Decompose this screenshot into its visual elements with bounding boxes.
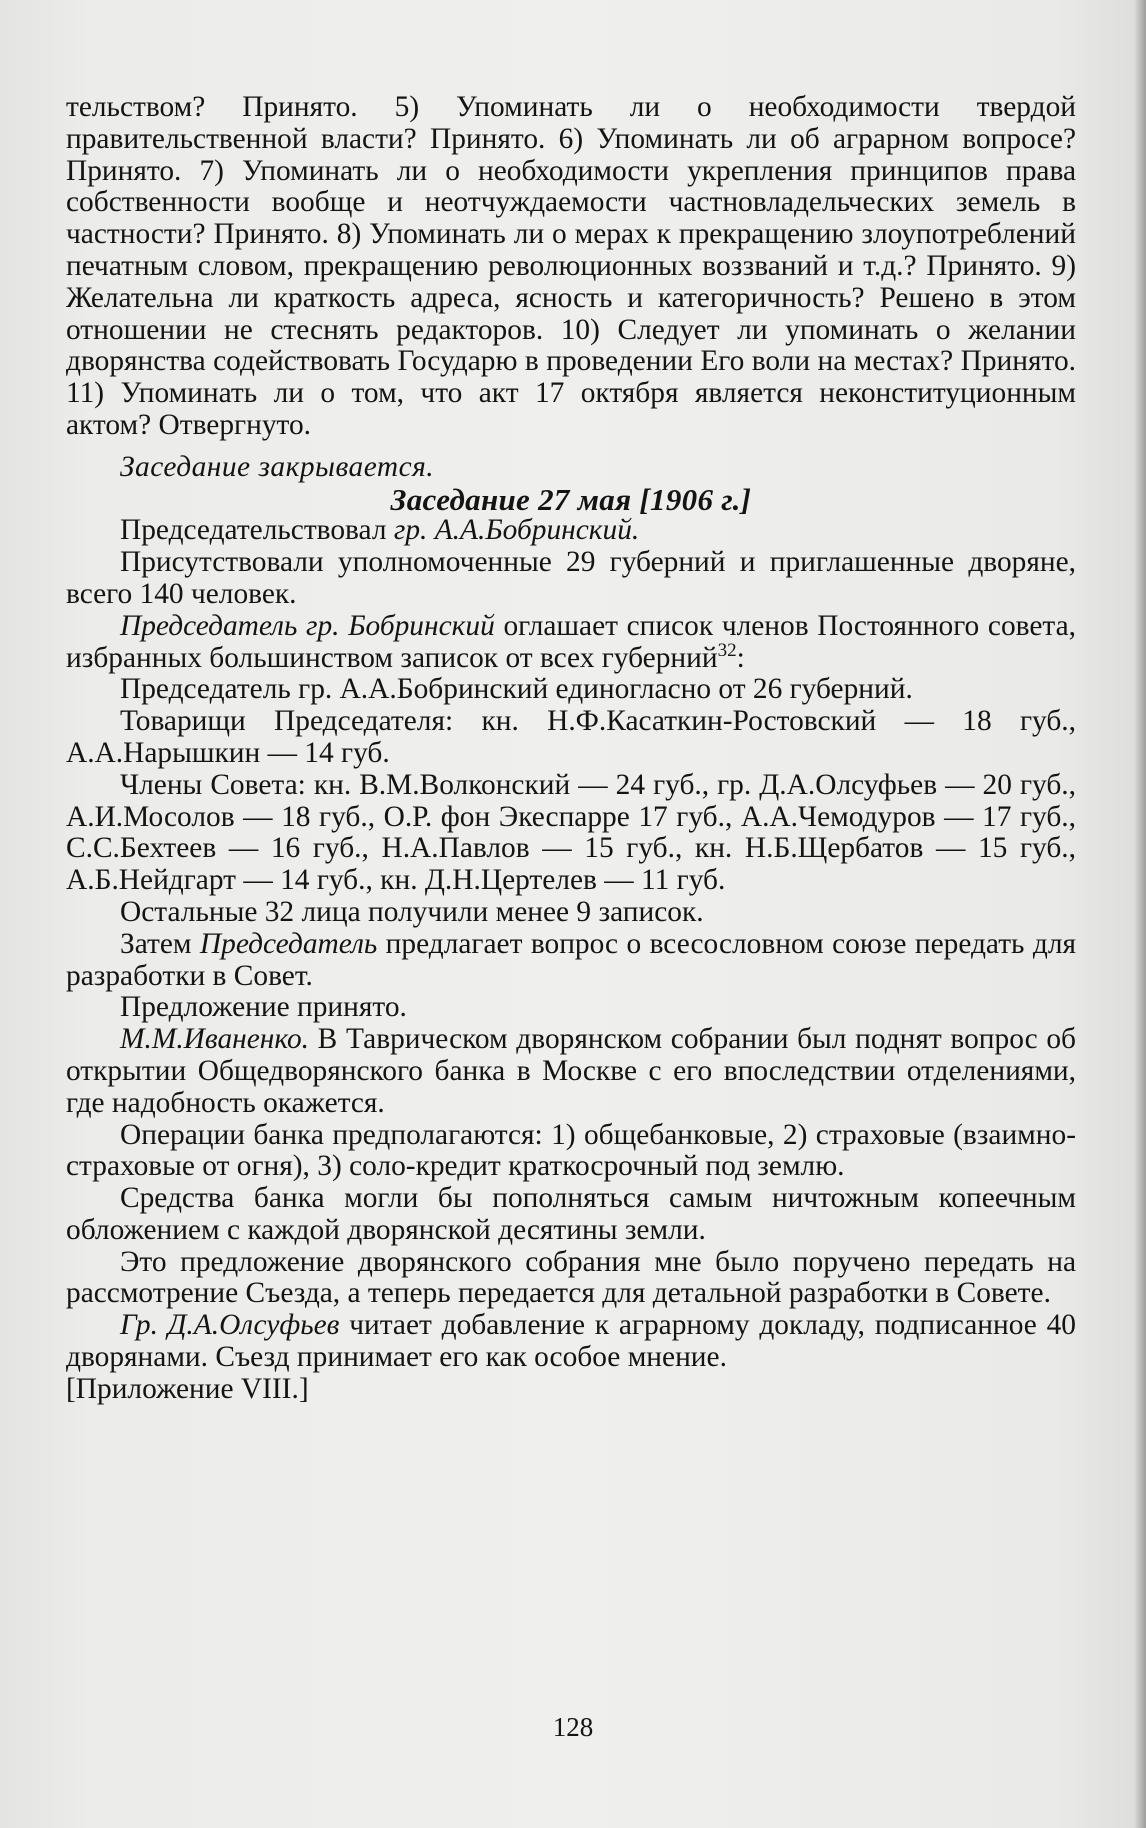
union-paragraph [66, 929, 1076, 993]
accepted-paragraph: Предложение принято. [120, 991, 407, 1024]
continuation-paragraph: тельством? Принято. 5) Упоминать ли о необходимости твердой правительственной власти? Принято. 6) Упоминать ли об аграрном вопросе? Принято. 7) Упоминать ли о необходимости укрепления принципов права собственности вообще и неотчуждаемости частновладельческих земель в частности? Принято. 8) Упоминать ли о мерах к прекращению злоупотреблений печатным словом, прекращению революционных воззваний и т.д.? Принято. 9) Желательна ли краткость адреса, ясность и категоричность? Решено в этом отношении не стеснять редакторов. 10) Следует ли упоминать о желании дворянства содействовать Государю в проведении Его воли на местах? Принято. 11) Упоминать ли о том, что акт 17 октября является неконституционным актом? Отвергнуто. [66, 91, 1076, 441]
olsufiev-paragraph [66, 1310, 1076, 1374]
operations-paragraph: Операции банка предполагаются: 1) общебанковые, 2) страховые (взаимно-страховые от огня), 3) соло-кредит краткосрочный под землю. [66, 1118, 1076, 1183]
announcement-speaker: Председатель гр. Бобринский [120, 609, 495, 642]
page-body [66, 92, 1076, 1406]
ivanenko-paragraph [66, 1024, 1076, 1119]
chair-lead: Председательствовал [120, 514, 394, 547]
olsufiev-speaker: Гр. Д.А.Олсуфьев [120, 1309, 340, 1342]
council-members: Члены Совета: кн. В.М.Волконский — 24 губ., гр. Д.А.Олсуфьев — 20 губ., А.И.Мосолов — 18 губ., О.Р. фон Экеспарре 17 губ., А.А.Чемодуров — 17 губ., С.С.Бехтеев — 16 губ., Н.А.Павлов — 15 губ., кн. Н.Б.Щербатов — 15 губ., А.Б.Нейдгарт — 14 губ., кн. Д.Н.Цертелев — 11 губ. [66, 768, 1076, 897]
footnote-marker[interactable]: 32 [717, 639, 737, 661]
page-number: 128 [552, 1712, 594, 1742]
ivanenko-speaker: М.М.Иваненко. [120, 1023, 310, 1056]
council-deputies: Товарищи Председателя: кн. Н.Ф.Касаткин-Ростовский — 18 губ., А.А.Нарышкин — 14 губ. [66, 705, 1076, 769]
ivanenko-text: В Таврическом дворянском собрании был поднят вопрос об открытии Общедворянского банка в Москве с его впоследствии отделениями, где надобность окажется. [66, 1023, 1076, 1119]
chair-paragraph [66, 515, 1076, 547]
funds-paragraph: Средства банка могли бы пополняться самым ничтожным копеечным обложением с каждой дворянской десятины земли. [66, 1182, 1076, 1246]
olsufiev-text: читает добавление к аграрному докладу, подписанное 40 дворянами. Съезд принимает его как особое мнение. [66, 1309, 1076, 1374]
session-heading: Заседание 27 мая [1906 г.] [390, 481, 752, 517]
session-closing: Заседание закрывается. [120, 450, 435, 483]
announcement-tail: : [736, 641, 745, 674]
page-binding-shadow [1134, 0, 1146, 1828]
council-chairman: Председатель гр. А.А.Бобринский единогласно от 26 губерний. [120, 673, 913, 706]
union-speaker: Председатель [199, 927, 378, 960]
union-text: предлагает вопрос о всесословном союзе передать для разработки в Совет. [66, 927, 1077, 992]
announcement-paragraph [66, 611, 1076, 675]
appendix-reference: [Приложение VIII.] [66, 1372, 309, 1405]
council-others: Остальные 32 лица получили менее 9 записок. [120, 895, 704, 928]
chair-name: гр. А.А.Бобринский. [393, 514, 640, 547]
proposal-paragraph: Это предложение дворянского собрания мне было поручено передать на рассмотрение Съезда, а теперь передается для детальной разработки в Совете. [66, 1245, 1076, 1310]
announcement-text: оглашает список членов Постоянного совета, избранных большинством записок от всех губерний [66, 609, 1076, 674]
union-lead: Затем [120, 927, 200, 960]
present-paragraph: Присутствовали уполномоченные 29 губерний и приглашенные дворяне, всего 140 человек. [66, 546, 1076, 610]
